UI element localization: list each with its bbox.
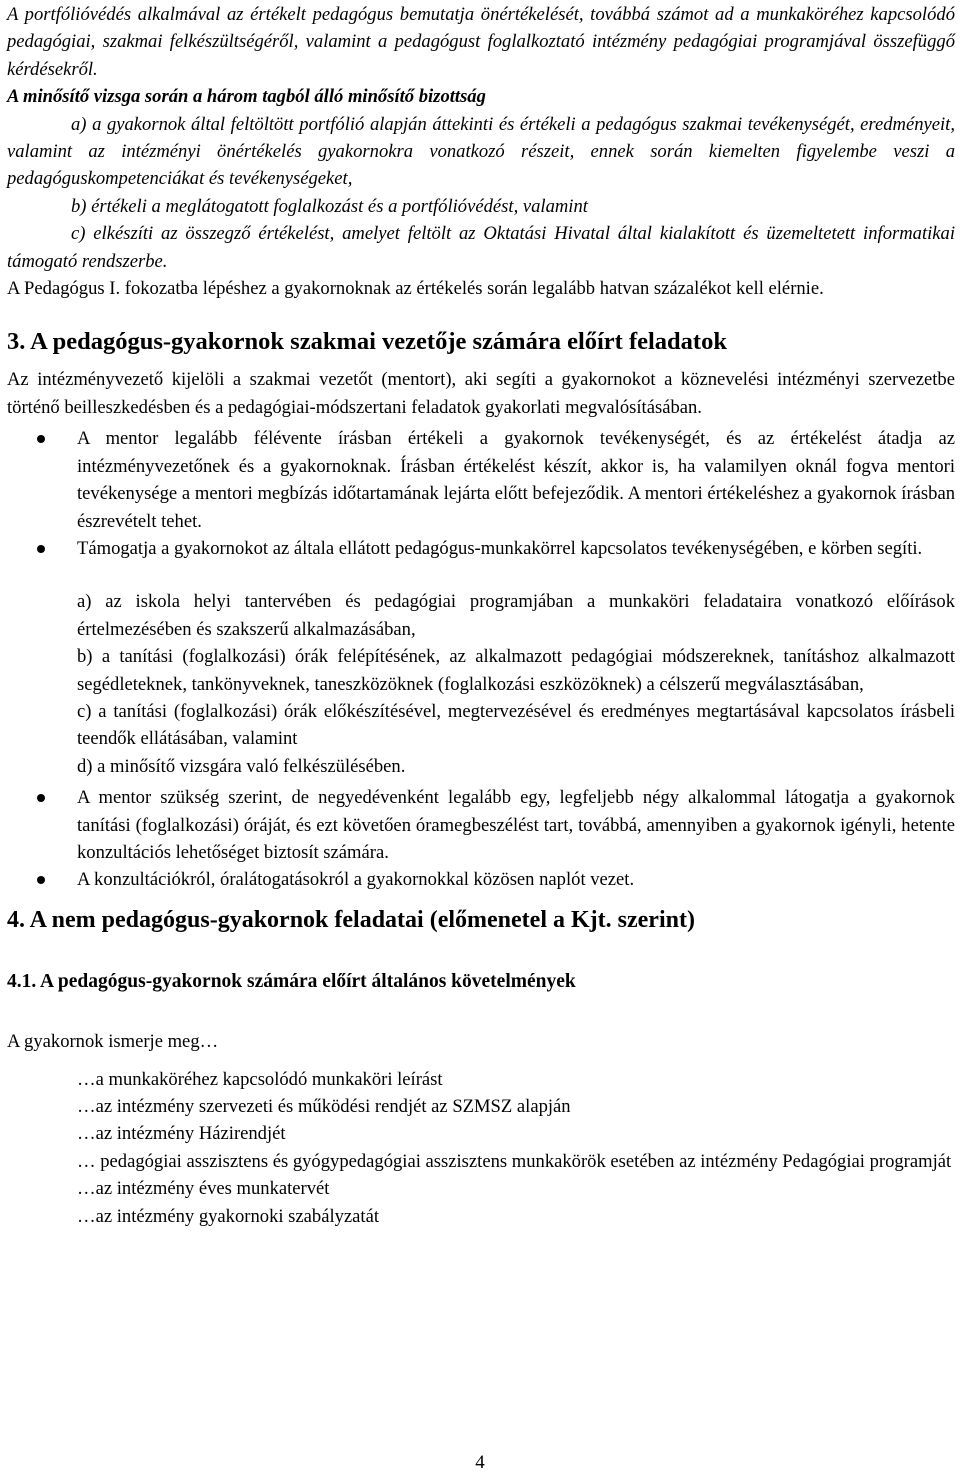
sub-item-c: c) a tanítási (foglalkozási) órák előkészítésével, megtervezésével és eredményes megtartásával kapcsolatos írásbeli teendők ellátásában, valamint bbox=[77, 700, 955, 750]
sub-item-d: d) a minősítő vizsgára való felkészülésében. bbox=[77, 755, 406, 777]
section-3-intro: Az intézményvezető kijelöli a szakmai vezetőt (mentort), aki segíti a gyakornokot a köznevelési intézményi szervezetbe történő beilleszkedésben és a pedagógiai-módszertani feladatok gyakorlati megvalósításában. bbox=[7, 369, 955, 418]
list-item: …a munkaköréhez kapcsolódó munkaköri leírást bbox=[77, 1068, 443, 1090]
page-number: 4 bbox=[475, 1452, 485, 1473]
threshold-paragraph: A Pedagógus I. fokozatba lépéshez a gyakornoknak az értékelés során legalább hatvan százalékot kell elérnie. bbox=[7, 278, 824, 300]
section-3-bullet-list bbox=[7, 425, 955, 562]
list-item-text: A mentor szükség szerint, de negyedévenként legalább egy, legfeljebb négy alkalommal látogatja a gyakornok tanítási (foglalkozási) óráját, és ezt követően óramegbeszélést tart, továbbá, amennyiben a gyakornok igényli, hetente konzultációs lehetőséget biztosít számára. bbox=[77, 787, 955, 863]
list-item bbox=[7, 425, 955, 535]
list-item-text: A konzultációkról, óralátogatásokról a gyakornokkal közösen naplót vezet. bbox=[77, 869, 635, 891]
list-item: …az intézmény éves munkatervét bbox=[77, 1178, 330, 1200]
support-sub-items bbox=[7, 588, 955, 780]
list-item: … pedagógiai asszisztens és gyógypedagógiai asszisztens munkakörök esetében az intézmény Pedagógiai programját bbox=[77, 1150, 952, 1172]
list-item bbox=[7, 866, 955, 893]
section-4-heading: 4. A nem pedagógus-gyakornok feladatai (előmenetel a Kjt. szerint) bbox=[7, 906, 695, 933]
list-item: …az intézmény gyakornoki szabályzatát bbox=[77, 1205, 380, 1227]
requirements-list bbox=[7, 1066, 955, 1230]
committee-item-a: a) a gyakornok által feltöltött portfólió alapján áttekinti és értékeli a pedagógus szakmai tevékenységét, eredményeit, valamint az intézményi önértékelés gyakornokra vonatkozó részeit, ennek során kiemelten figyelembe veszi a pedagóguskompetenciákat és tevékenységeket, bbox=[7, 113, 955, 190]
list-item bbox=[7, 784, 955, 866]
bullet-icon bbox=[37, 435, 45, 443]
section-4-lead: A gyakornok ismerje meg… bbox=[7, 1031, 219, 1053]
section-3-heading: 3. A pedagógus-gyakornok szakmai vezetője számára előírt feladatok bbox=[7, 328, 727, 356]
committee-heading: A minősítő vizsga során a három tagból álló minősítő bizottság bbox=[7, 86, 486, 108]
sub-item-a: a) az iskola helyi tantervében és pedagógiai programjában a munkaköri feladataira vonatkozó előírások értelmezésében és szakszerű alkalmazásában, bbox=[77, 591, 955, 640]
list-item-text: A mentor legalább félévente írásban értékeli a gyakornok tevékenységét, és az értékelést átadja az intézményvezetőnek és a gyakornoknak. Írásban értékelést készít, akkor is, ha valamilyen oknál fogva mentori tevékenysége a mentori megbízás időtartamának lejárta előtt befejeződik. A mentori értékeléshez a gyakornok írásban észrevételt tehet. bbox=[77, 428, 955, 532]
bullet-icon bbox=[37, 545, 45, 553]
list-item: …az intézmény szervezeti és működési rendjét az SZMSZ alapján bbox=[77, 1096, 571, 1118]
list-item: …az intézmény Házirendjét bbox=[77, 1123, 286, 1145]
committee-item-c: c) elkészíti az összegző értékelést, amelyet feltölt az Oktatási Hivatal által kialakított és üzemeltetett informatikai támogató rendszerbe. bbox=[7, 223, 955, 272]
sub-item-b: b) a tanítási (foglalkozási) órák felépítésének, az alkalmazott pedagógiai módszereknek, tanításhoz alkalmazott segédleteknek, tankönyveknek, taneszközöknek (foglalkozási eszközöknek) a célszerű megválasztásában, bbox=[77, 646, 955, 695]
committee-item-b: b) értékeli a meglátogatott foglalkozást és a portfólióvédést, valamint bbox=[71, 195, 588, 217]
list-item-text: Támogatja a gyakornokot az általa ellátott pedagógus-munkakörrel kapcsolatos tevékenységében, e körben segíti. bbox=[77, 537, 923, 559]
bullet-icon bbox=[37, 794, 45, 802]
section-4-1-heading: 4.1. A pedagógus-gyakornok számára előírt általános követelmények bbox=[7, 970, 576, 992]
bullet-icon bbox=[37, 876, 45, 884]
list-item bbox=[7, 535, 955, 562]
section-3-bullet-list-2 bbox=[7, 784, 955, 894]
intro-paragraph: A portfólióvédés alkalmával az értékelt pedagógus bemutatja önértékelését, továbbá számot ad a munkaköréhez kapcsolódó pedagógiai, szakmai felkészültségéről, valamint a pedagógust foglalkoztató intézmény pedagógiai programjával összefüggő kérdésekről. bbox=[7, 4, 955, 80]
